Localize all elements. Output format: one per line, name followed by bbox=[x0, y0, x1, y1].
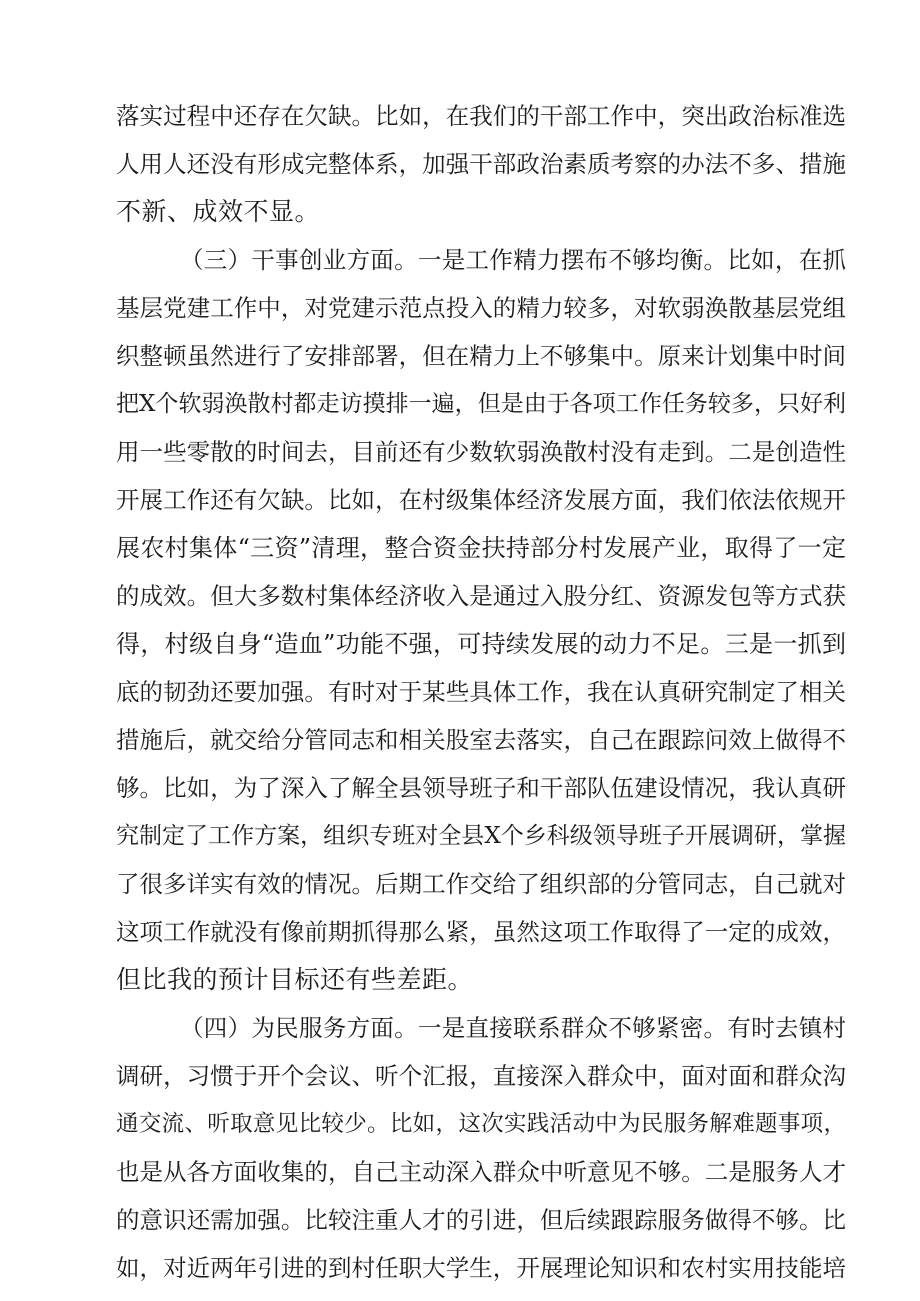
text-line: 的成效。但大多数村集体经济收入是通过入股分红、资源发包等方式获 bbox=[116, 582, 846, 610]
text-line: 措施后，就交给分管同志和相关股室去落实，自己在跟踪问效上做得不 bbox=[116, 726, 846, 754]
text-line: 落实过程中还存在欠缺。比如，在我们的干部工作中，突出政治标准选 bbox=[116, 102, 846, 130]
text-line: 这项工作就没有像前期抓得那么紧，虽然这项工作取得了一定的成效， bbox=[116, 918, 846, 946]
section-heading-line: （四）为民服务方面。一是直接联系群众不够紧密。有时去镇村 bbox=[180, 1014, 846, 1042]
text-line: 够。比如，为了深入了解全县领导班子和干部队伍建设情况，我认真研 bbox=[116, 774, 846, 802]
text-line: 开展工作还有欠缺。比如，在村级集体经济发展方面，我们依法依规开 bbox=[116, 486, 846, 514]
section-heading-line: （三）干事创业方面。一是工作精力摆布不够均衡。比如，在抓 bbox=[180, 246, 846, 274]
text-line: 底的韧劲还要加强。有时对于某些具体工作，我在认真研究制定了相关 bbox=[116, 678, 846, 706]
text-line: 的意识还需加强。比较注重人才的引进，但后续跟踪服务做得不够。比 bbox=[116, 1206, 846, 1234]
text-line: 用一些零散的时间去，目前还有少数软弱涣散村没有走到。二是创造性 bbox=[116, 438, 846, 466]
text-line: 但比我的预计目标还有些差距。 bbox=[116, 965, 474, 994]
text-line: 通交流、听取意见比较少。比如，这次实践活动中为民服务解难题事项， bbox=[116, 1111, 846, 1137]
text-line: 如，对近两年引进的到村任职大学生，开展理论知识和农村实用技能培 bbox=[116, 1254, 846, 1282]
text-line: 调研，习惯于开个会议、听个汇报，直接深入群众中，面对面和群众沟 bbox=[116, 1062, 846, 1090]
text-line: 究制定了工作方案，组织专班对全县X个乡科级领导班子开展调研，掌握 bbox=[116, 823, 846, 849]
text-line: 了很多详实有效的情况。后期工作交给了组织部的分管同志，自己就对 bbox=[116, 870, 846, 898]
text-line: 也是从各方面收集的，自己主动深入群众中听意见不够。二是服务人才 bbox=[116, 1158, 846, 1186]
text-line: 把X个软弱涣散村都走访摸排一遍，但是由于各项工作任务较多，只好利 bbox=[116, 391, 846, 417]
text-line: 展农村集体“三资”清理，整合资金扶持部分村发展产业，取得了一定 bbox=[116, 534, 846, 562]
text-line: 不新、成效不显。 bbox=[116, 197, 321, 226]
text-line: 人用人还没有形成完整体系，加强干部政治素质考察的办法不多、措施 bbox=[116, 150, 846, 178]
text-line: 得，村级自身“造血”功能不强，可持续发展的动力不足。三是一抓到 bbox=[116, 630, 846, 658]
text-line: 基层党建工作中，对党建示范点投入的精力较多，对软弱涣散基层党组 bbox=[116, 294, 846, 322]
text-line: 织整顿虽然进行了安排部署，但在精力上不够集中。原来计划集中时间 bbox=[116, 342, 846, 370]
